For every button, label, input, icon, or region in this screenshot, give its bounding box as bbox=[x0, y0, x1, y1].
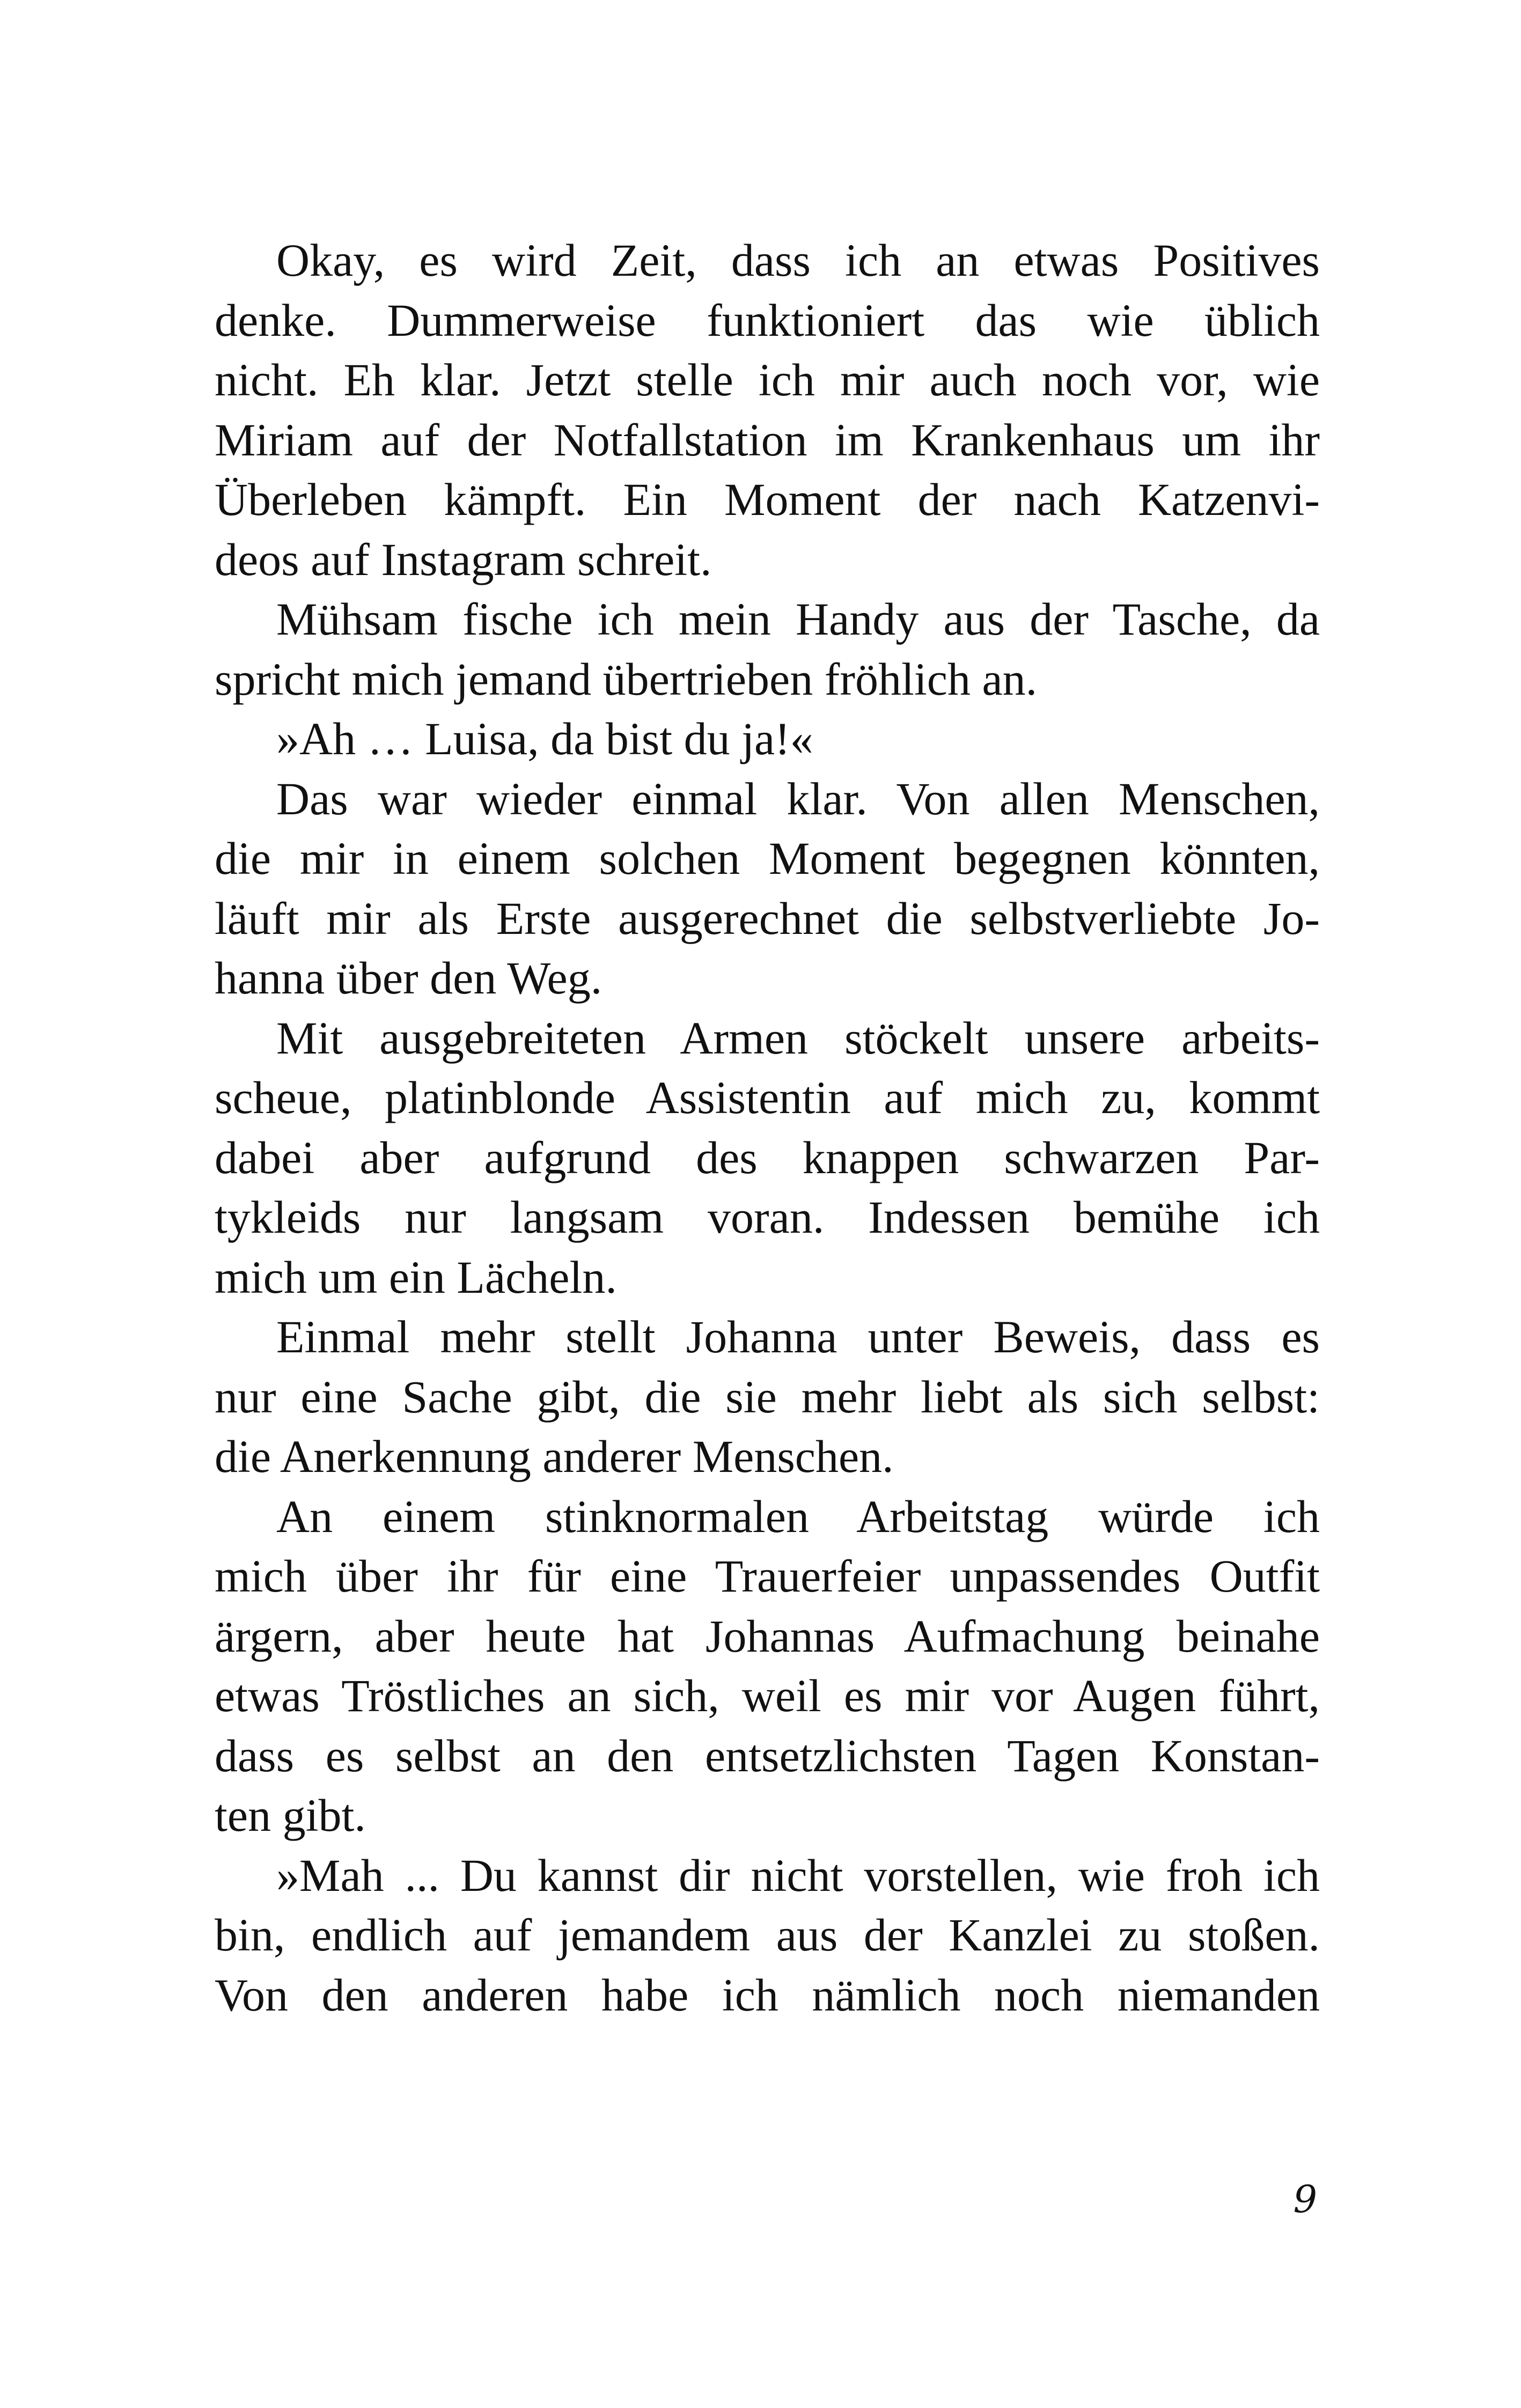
text-line: läuft mir als Erste ausgerechnet die selbstverliebte Jo- bbox=[215, 892, 1320, 944]
text-line: An einem stinknormalen Arbeitstag würde ich bbox=[276, 1490, 1320, 1542]
text-line: ärgern, aber heute hat Johannas Aufmachung beinahe bbox=[215, 1610, 1320, 1662]
text-line: die mir in einem solchen Moment begegnen könnten, bbox=[215, 833, 1320, 884]
body-text bbox=[215, 231, 1320, 2025]
page-number: 9 bbox=[1293, 2177, 1317, 2221]
text-line: scheue, platinblonde Assistentin auf mich zu, kommt bbox=[215, 1072, 1320, 1123]
text-line: Mühsam fische ich mein Handy aus der Tasche, da bbox=[276, 593, 1320, 645]
text-line: die Anerkennung anderer Menschen. bbox=[215, 1431, 894, 1482]
text-line: deos auf Instagram schreit. bbox=[215, 533, 712, 585]
text-line: nicht. Eh klar. Jetzt stelle ich mir auch noch vor, wie bbox=[215, 354, 1320, 406]
text-line: »Ah … Luisa, da bist du ja!« bbox=[276, 713, 813, 764]
text-line: nur eine Sache gibt, die sie mehr liebt als sich selbst: bbox=[215, 1371, 1320, 1423]
text-line: Überleben kämpft. Ein Moment der nach Katzenvi- bbox=[215, 474, 1320, 525]
text-line: ten gibt. bbox=[215, 1790, 366, 1841]
text-line: Miriam auf der Notfallstation im Krankenhaus um ihr bbox=[215, 414, 1320, 466]
text-line: Einmal mehr stellt Johanna unter Beweis, dass es bbox=[276, 1311, 1320, 1363]
text-line: Mit ausgebreiteten Armen stöckelt unsere arbeits- bbox=[276, 1012, 1320, 1064]
text-line: mich um ein Lächeln. bbox=[215, 1251, 617, 1303]
text-line: spricht mich jemand übertrieben fröhlich an. bbox=[215, 653, 1038, 705]
text-line: tykleids nur langsam voran. Indessen bemühe ich bbox=[215, 1191, 1320, 1243]
text-line: Okay, es wird Zeit, dass ich an etwas Positives bbox=[276, 234, 1320, 286]
text-line: hanna über den Weg. bbox=[215, 952, 602, 1004]
text-line: denke. Dummerweise funktioniert das wie üblich bbox=[215, 294, 1320, 346]
text-line: mich über ihr für eine Trauerfeier unpassendes Outfit bbox=[215, 1550, 1320, 1602]
text-line: dass es selbst an den entsetzlichsten Tagen Konstan- bbox=[215, 1729, 1320, 1781]
text-line: Das war wieder einmal klar. Von allen Menschen, bbox=[276, 772, 1320, 824]
text-line: etwas Tröstliches an sich, weil es mir vor Augen führt, bbox=[215, 1670, 1320, 1721]
text-line: »Mah ... Du kannst dir nicht vorstellen, wie froh ich bbox=[276, 1849, 1320, 1901]
text-line: Von den anderen habe ich nämlich noch niemanden bbox=[215, 1969, 1320, 2021]
text-line: dabei aber aufgrund des knappen schwarzen Par- bbox=[215, 1131, 1320, 1183]
text-line: bin, endlich auf jemandem aus der Kanzlei zu stoßen. bbox=[215, 1909, 1320, 1961]
